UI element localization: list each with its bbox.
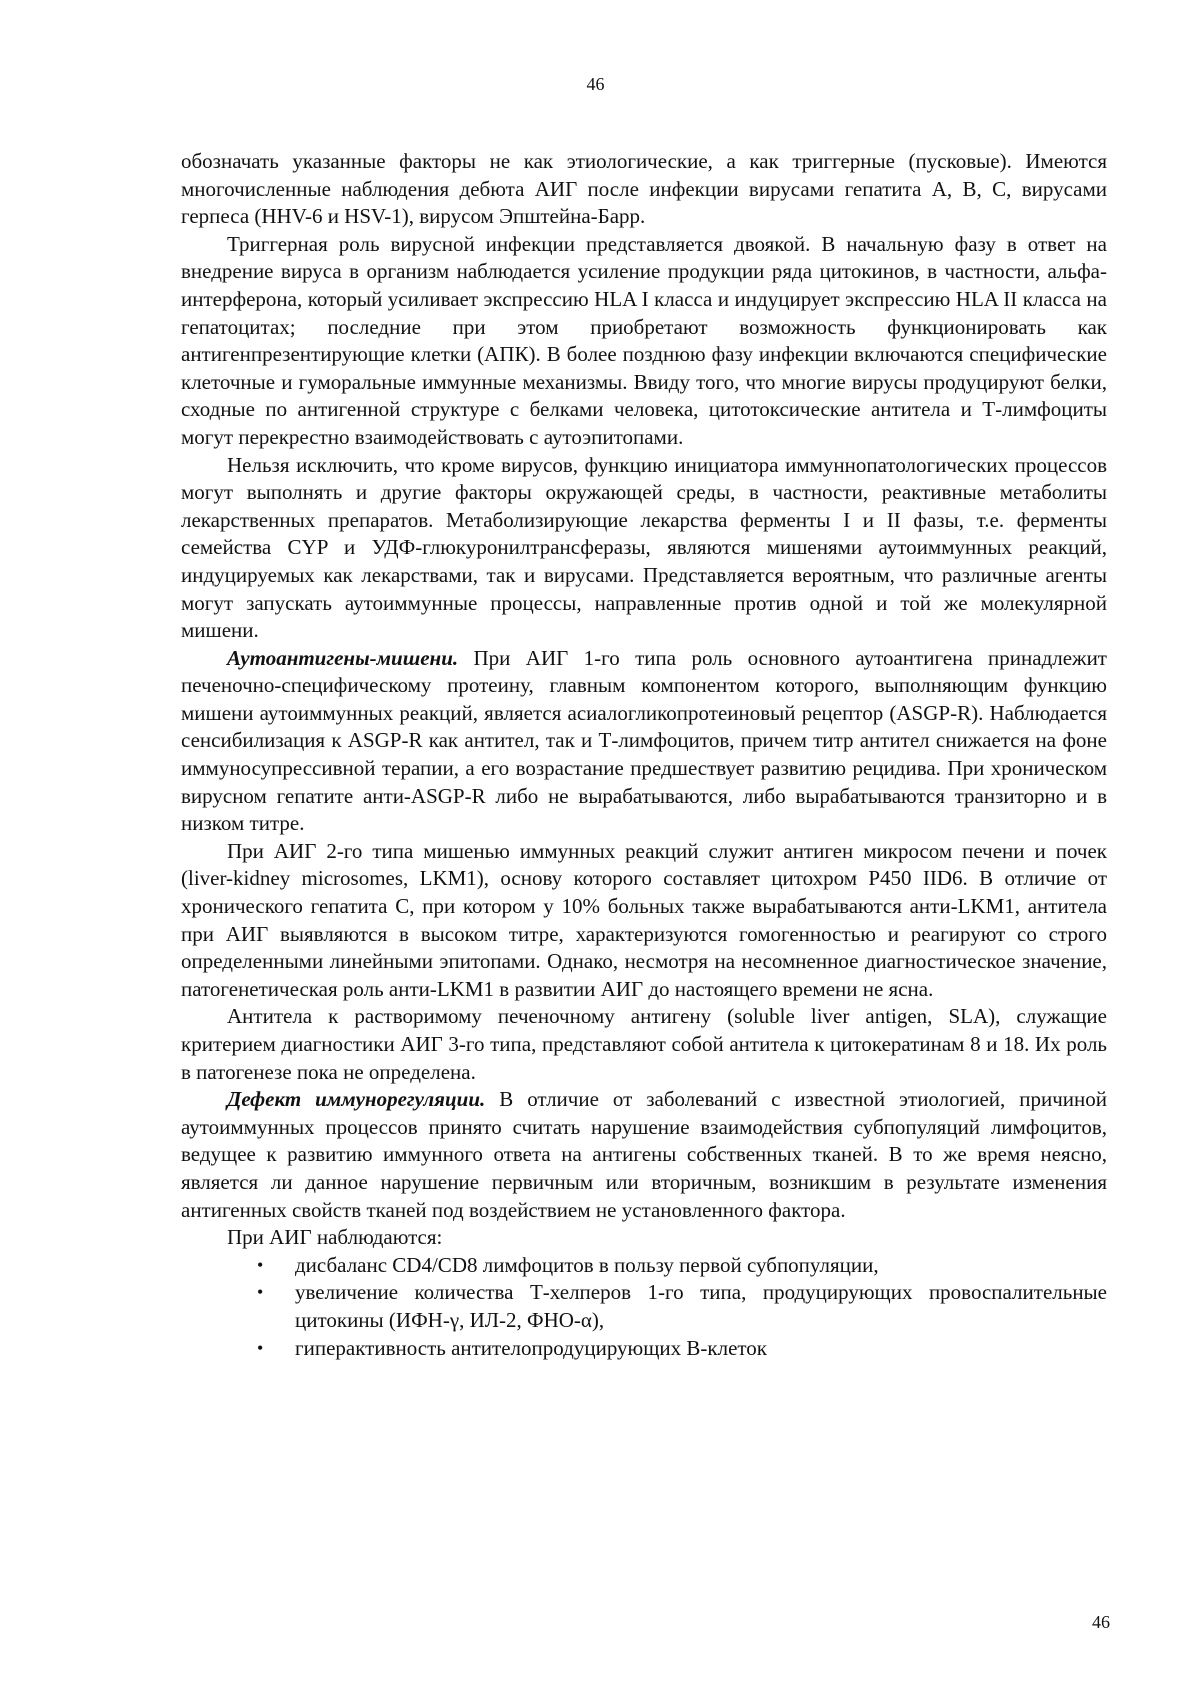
page-number-bottom: 46 (1092, 1612, 1110, 1632)
bullet-icon: • (257, 1337, 264, 1358)
list-item (257, 1335, 1107, 1363)
paragraph-3: Нельзя исключить, что кроме вирусов, функцию инициатора иммуннопатологических процессов могут выполнять и другие факторы окружающей среды, в частности, реактивные метаболиты лекарственных препаратов. Метаболизирующие лекарства ферменты I и II фазы, т.е. ферменты семейства CYP и УДФ-глюкуронилтрансферазы, являются мишенями аутоиммунных реакций, индуцируемых как лекарствами, так и вирусами. Представляется вероятным, что различные агенты могут запускать аутоиммунные процессы, направленные против одной и той же молекулярной мишени. (181, 452, 1107, 643)
paragraph-6: Антитела к растворимому печеночному антигену (soluble liver antigen, SLA), служащие критерием диагностики АИГ 3-го типа, представляют собой антитела к цитокератинам 8 и 18. Их роль в патогенезе пока не определена. (181, 1004, 1107, 1084)
list-item (257, 1279, 1107, 1334)
paragraph-7 (181, 1086, 1107, 1224)
document-body (181, 148, 1107, 1362)
paragraph-4-text: При АИГ 1-го типа роль основного аутоантигена принадлежит печеночно-специфическому протеину, главным компонентом которого, выполняющим функцию мишени аутоиммунных реакций, является асиалогликопротеиновый рецептор (ASGP-R). Наблюдается сенсибилизация к ASGP-R как антител, так и Т-лимфоцитов, причем титр антител снижается на фоне иммуносупрессивной терапии, а его возрастание предшествует развитию рецидива. При хроническом вирусном гепатите анти-ASGP-R либо не вырабатываются, либо вырабатываются транзиторно и в низком титре. (181, 645, 1107, 836)
paragraph-2: Триггерная роль вирусной инфекции представляется двоякой. В начальную фазу в ответ на внедрение вируса в организм наблюдается усиление продукции ряда цитокинов, в частности, альфа-интерферона, который усиливает экспрессию HLA I класса и индуцирует экспрессию HLA II класса на гепатоцитах; последние при этом приобретают возможность функционировать как антигенпрезентирующие клетки (АПК). В более позднюю фазу инфекции включаются специфические клеточные и гуморальные иммунные механизмы. Ввиду того, что многие вирусы продуцируют белки, сходные по антигенной структуре с белками человека, цитотоксические антитела и Т-лимфоциты могут перекрестно взаимодействовать с аутоэпитопами. (181, 231, 1107, 449)
list-item-text: дисбаланс CD4/CD8 лимфоцитов в пользу первой субпопуляции, (295, 1252, 879, 1277)
page-number-top: 46 (586, 74, 605, 94)
paragraph-5: При АИГ 2-го типа мишенью иммунных реакций служит антиген микросом печени и почек (liver-kidney microsomes, LKM1), основу которого составляет цитохром P450 IID6. В отличие от хронического гепатита С, при котором у 10% больных также вырабатываются анти-LKM1, антитела при АИГ выявляются в высоком титре, характеризуются гомогенностью и реагируют со строго определенными линейными эпитопами. Однако, несмотря на несомненное диагностическое значение, патогенетическая роль анти-LKM1 в развитии АИГ до настоящего времени не ясна. (181, 838, 1107, 1001)
list-item-text: увеличение количества Т-хелперов 1-го типа, продуцирующих провоспалительные цитокины (ИФН-γ, ИЛ-2, ФНО-α), (295, 1280, 1107, 1332)
paragraph-7-text: В отличие от заболеваний с известной этиологией, причиной аутоиммунных процессов принято считать нарушение взаимодействия субпопуляций лимфоцитов, ведущее к развитию иммунного ответа на антигены собственных тканей. В то же время неясно, является ли данное нарушение первичным или вторичным, возникшим в результате изменения антигенных свойств тканей под воздействием не установленного фактора. (181, 1087, 1107, 1222)
list-item (257, 1252, 1107, 1280)
bullet-icon: • (257, 1282, 264, 1303)
list-item-text: гиперактивность антителопродуцирующих В-клеток (295, 1335, 767, 1360)
section-heading-immunoregulation: Дефект иммунорегуляции. (227, 1087, 486, 1112)
section-heading-autoantigens: Аутоантигены-мишени. (227, 645, 459, 670)
paragraph-1: обозначать указанные факторы не как этиологические, а как триггерные (пусковые). Имеются многочисленные наблюдения дебюта АИГ после инфекции вирусами гепатита A, B, C, вирусами герпеса (HHV-6 и HSV-1), вирусом Эпштейна-Барр. (181, 149, 1107, 229)
bullet-icon: • (257, 1254, 264, 1275)
paragraph-4 (181, 645, 1107, 838)
bullet-list (181, 1252, 1107, 1362)
paragraph-8: При АИГ наблюдаются: (227, 1225, 443, 1250)
